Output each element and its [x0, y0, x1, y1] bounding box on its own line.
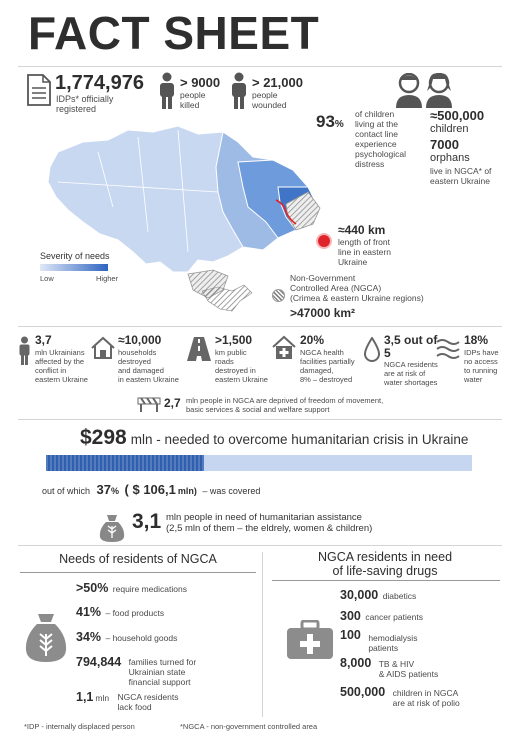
footnote-ngca: *NGCA - non-government controlled area — [180, 722, 318, 731]
barrier-icon — [137, 395, 161, 418]
drugs-row: $^{8,000}$ TB & HIV & AIDS patients — [340, 656, 439, 679]
orphans-value: 7000 — [430, 137, 459, 152]
water-drop-icon — [363, 337, 381, 368]
wounded-label: people wounded — [252, 90, 287, 110]
children-value: ≈500,000 — [430, 108, 485, 123]
children-distress-value: 93% — [316, 112, 344, 131]
needs-row: $^{1,1}$ $^{mln}$ NGCA residents lack food — [76, 690, 179, 712]
stat-affected-label: mln Ukrainians affected by the conflict in eastern Ukraine — [35, 348, 88, 384]
first-aid-kit-icon — [286, 620, 334, 665]
children-distress-label: of children living at the contact line experience psychological distress — [355, 109, 407, 169]
drugs-underline — [272, 580, 500, 581]
funding-progress-bar — [46, 455, 472, 471]
person-icon — [158, 72, 176, 115]
stat-running-water-label: IDPs have no access to running water — [464, 348, 499, 384]
person-icon — [18, 336, 31, 371]
drugs-row: $^{100}$ hemodialysis patients — [340, 628, 418, 653]
stat-health-value: 20% — [300, 333, 325, 347]
orphans-label: orphans — [430, 152, 470, 164]
legend-gradient — [40, 264, 108, 271]
legend-title: Severity of needs — [40, 251, 110, 261]
aid-bag-icon — [98, 513, 126, 548]
ukraine-map — [38, 112, 328, 307]
road-icon — [186, 336, 212, 367]
footnote-idp: *IDP - internally displaced person — [24, 722, 135, 731]
funding-covered: out of which 37% ( $ 106,1 mln) – was covered — [42, 482, 261, 497]
needs-row: 34% – household goods — [76, 630, 178, 644]
stat-roads-label: km public roads destroyed in eastern Ukraine — [215, 348, 268, 384]
crimea-icon — [198, 281, 256, 320]
house-icon — [90, 336, 116, 365]
drugs-row: $^{500,000}$ children in NGCA are at risk of polio — [340, 685, 460, 708]
divider — [18, 326, 502, 327]
killed-value: > 9000 — [180, 75, 221, 90]
document-icon — [26, 74, 52, 111]
drugs-row: 300 cancer patients — [340, 609, 423, 623]
drugs-title: NGCA residents in need of life-saving drugs — [317, 550, 453, 578]
idps-value: 1,774,976 — [55, 72, 144, 94]
needs-row: 41% – food products — [76, 605, 165, 619]
children-label: children — [430, 123, 469, 135]
assistance-value: 3,1 — [132, 510, 162, 533]
ngca-label: Non-Government Controlled Area (NGCA) (Crimea & eastern Ukraine regions) — [290, 273, 424, 303]
needs-title: Needs of residents of NGCA — [59, 552, 217, 566]
stat-roads-value: >1,500 — [215, 333, 253, 347]
stat-water-label: NGCA residents are at risk of water shortages — [384, 360, 438, 387]
front-line-value: ≈440 km — [338, 223, 386, 237]
divider — [18, 545, 502, 546]
legend-high: Higher — [96, 274, 119, 283]
needs-row: $^{794,844}$ families turned for Ukrainian state financial support — [76, 655, 197, 687]
killed-label: people killed — [180, 90, 206, 110]
orphans-location: live in NGCA* of eastern Ukraine — [430, 166, 492, 186]
hospital-icon — [271, 335, 297, 366]
stat-affected-value: 3,7 — [35, 333, 52, 347]
divider — [18, 66, 502, 67]
assistance-label: mln people in need of humanitarian assistance (2,5 mln of them – the eldrely, women & children) — [166, 512, 373, 534]
stat-running-water-value: 18% — [464, 333, 489, 347]
legend-low: Low — [40, 274, 54, 283]
drugs-row: 30,000 diabetics — [340, 588, 417, 602]
food-sack-icon — [24, 612, 68, 669]
waves-icon — [436, 338, 460, 365]
stat-health-label: NGCA health facilities partially damaged, 8% – destroyed — [300, 348, 355, 384]
person-icon — [230, 72, 248, 115]
wounded-value: > 21,000 — [252, 75, 303, 90]
ngca-area: >47000 km² — [290, 306, 356, 320]
funding-progress-fill — [46, 455, 204, 471]
needs-underline — [20, 572, 256, 573]
column-divider — [262, 552, 263, 717]
stat-water-value: 3,5 out of 5 — [384, 333, 438, 360]
ngca-hatch-icon — [272, 289, 285, 302]
needs-row: >50% require medications — [76, 581, 187, 595]
funding-headline: $298 mln - needed to overcome humanitarian crisis in Ukraine — [80, 426, 469, 449]
stat-households-label: households destroyed and damaged in eastern Ukraine — [118, 348, 179, 384]
page-title: FACT SHEET — [28, 7, 320, 59]
deprived-value: 2,7 — [164, 396, 181, 410]
front-line-label: length of front line in eastern Ukraine — [338, 237, 391, 267]
stat-households-value: ≈10,000 — [118, 333, 162, 347]
idps-label: IDPs* officially registered — [56, 94, 114, 114]
divider — [18, 419, 502, 420]
front-line-marker-icon — [318, 235, 330, 247]
deprived-label: mln people in NGCA are deprived of freedom of movement, basic services & social and welfare support — [186, 396, 384, 414]
